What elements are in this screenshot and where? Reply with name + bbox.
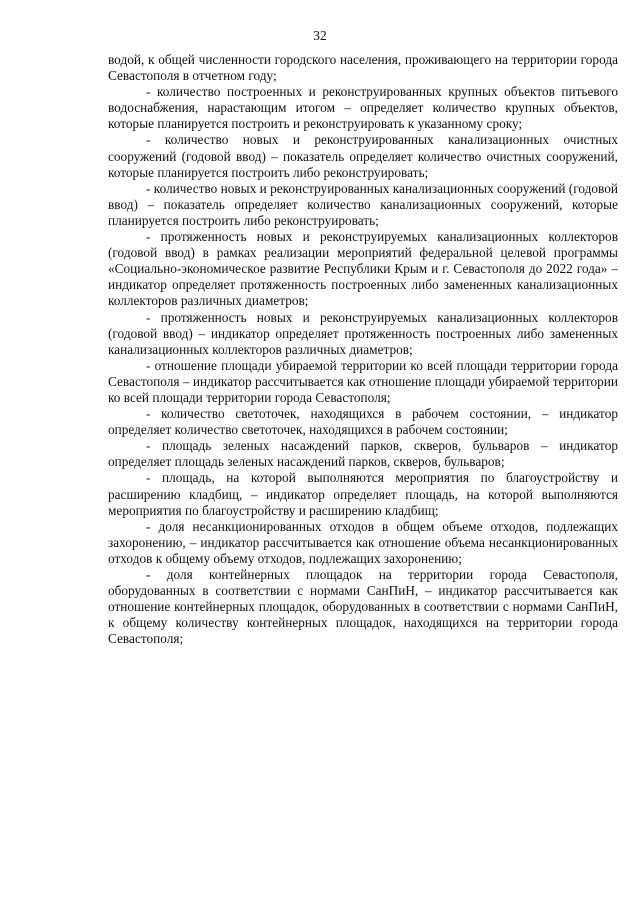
- list-item: - количество новых и реконструированных канализационных сооружений (годовой ввод) – показатель определяет количество канализационных сооружений, которые планируется построить либо реконструировать;: [108, 180, 618, 228]
- list-item: - протяженность новых и реконструируемых канализационных коллекторов (годовой ввод) – индикатор определяет протяженность построенных либо замененных канализационных коллекторов различных диаметров;: [108, 309, 618, 357]
- list-item: - количество светоточек, находящихся в рабочем состоянии, – индикатор определяет количество светоточек, находящихся в рабочем состоянии;: [108, 406, 618, 438]
- list-item: - количество новых и реконструированных канализационных очистных сооружений (годовой ввод) – показатель определяет количество очистных сооружений, которые планируется построить либо реконструировать;: [108, 132, 618, 180]
- list-item: - доля несанкционированных отходов в общем объеме отходов, подлежащих захоронению, – индикатор рассчитывается как отношение объема несанкционированных отходов к общему объему отходов, подлежащих захоронению;: [108, 518, 618, 566]
- page-number: 32: [313, 28, 327, 43]
- list-item: - отношение площади убираемой территории ко всей площади территории города Севастополя – индикатор рассчитывается как отношение площади убираемой территории ко всей площади территории города Севастополя;: [108, 357, 618, 405]
- list-item: - протяженность новых и реконструируемых канализационных коллекторов (годовой ввод) в рамках реализации мероприятий федеральной целевой программы «Социально-экономическое развитие Республики Крым и г. Севастополя до 2022 года» – индикатор определяет протяженность построенных либо замененных канализационных коллекторов различных диаметров;: [108, 229, 618, 309]
- list-item: - количество построенных и реконструированных крупных объектов питьевого водоснабжения, нарастающим итогом – определяет количество крупных объектов, которые планируется построить и реконструировать к указанному сроку;: [108, 84, 618, 132]
- paragraph-continuation: водой, к общей численности городского населения, проживающего на территории города Севастополя в отчетном году;: [108, 52, 618, 84]
- list-item: - доля контейнерных площадок на территории города Севастополя, оборудованных в соответствии с нормами СанПиН, – индикатор рассчитывается как отношение контейнерных площадок, оборудованных в соответствии с нормами СанПиН, к общему количеству контейнерных площадок, находящихся на территории города Севастополя;: [108, 567, 618, 647]
- list-item: - площадь, на которой выполняются мероприятия по благоустройству и расширению кладбищ, – индикатор определяет площадь, на которой выполняются мероприятия по благоустройству и расширению кладбищ;: [108, 470, 618, 518]
- body-text: [108, 52, 618, 647]
- list-item: - площадь зеленых насаждений парков, скверов, бульваров – индикатор определяет площадь зеленых насаждений парков, скверов, бульваров;: [108, 438, 618, 470]
